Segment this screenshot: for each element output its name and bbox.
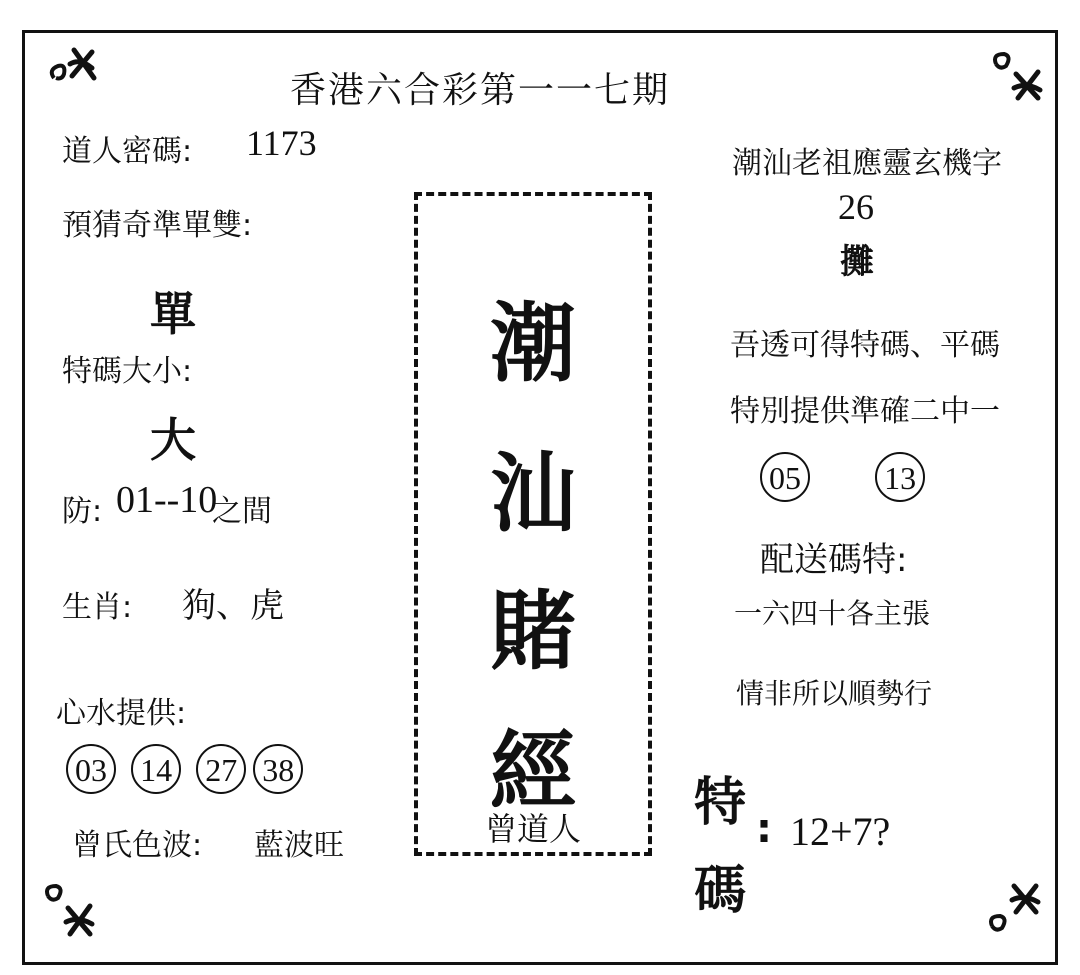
guard-label: 防: <box>62 494 103 529</box>
heart-numbers <box>66 744 303 794</box>
right-line2: 特別提供準確二中一 <box>730 394 1000 429</box>
number-ball: 05 <box>760 452 810 502</box>
banner-char: 汕 <box>490 443 576 544</box>
zodiac-value: 狗、虎 <box>182 586 284 626</box>
number-ball: 03 <box>66 744 116 794</box>
tema-char-top: 特 <box>694 773 747 833</box>
mystic-title: 潮汕老祖應靈玄機字 <box>732 146 1002 181</box>
banner-char: 潮 <box>490 293 576 394</box>
number-ball: 27 <box>196 744 246 794</box>
password-value: 1173 <box>246 123 317 163</box>
scribble-corner-icon <box>40 880 100 940</box>
number-ball: 14 <box>131 744 181 794</box>
pair-numbers <box>760 452 925 502</box>
banner-author: 曾道人 <box>484 810 581 848</box>
verse-line2: 情非所以順勢行 <box>736 677 933 710</box>
scribble-corner-icon <box>986 880 1046 940</box>
mystic-char: 攤 <box>840 242 874 282</box>
center-banner <box>414 192 652 856</box>
number-ball: 13 <box>875 452 925 502</box>
tema-colon: : <box>756 806 772 852</box>
mystic-number: 26 <box>838 187 874 227</box>
verse-line1: 一六四十各主張 <box>734 597 931 630</box>
banner-char: 經 <box>490 721 576 822</box>
heart-label: 心水提供: <box>56 696 187 731</box>
guard-suffix: 之間 <box>212 494 272 529</box>
number-ball: 38 <box>253 744 303 794</box>
banner-char: 賭 <box>490 581 576 682</box>
tema-value: 12+7? <box>790 809 891 854</box>
wave-value: 藍波旺 <box>254 828 344 863</box>
deliver-label: 配送碼特: <box>760 540 908 580</box>
tema-char-bottom: 碼 <box>694 861 747 921</box>
password-label: 道人密碼: <box>62 134 193 169</box>
zodiac-label: 生肖: <box>62 590 133 625</box>
size-label: 特碼大小: <box>62 354 193 389</box>
odd-even-label: 預猜奇準單雙: <box>62 208 253 243</box>
right-line1: 吾透可得特碼、平碼 <box>730 328 1000 363</box>
page-title: 香港六合彩第一一七期 <box>290 70 671 111</box>
scribble-corner-icon <box>44 40 104 100</box>
guard-value: 01--10 <box>116 479 218 521</box>
wave-label: 曾氏色波: <box>72 828 203 863</box>
size-value: 大 <box>150 413 196 467</box>
scribble-corner-icon <box>988 44 1048 104</box>
odd-even-value: 單 <box>150 287 196 341</box>
